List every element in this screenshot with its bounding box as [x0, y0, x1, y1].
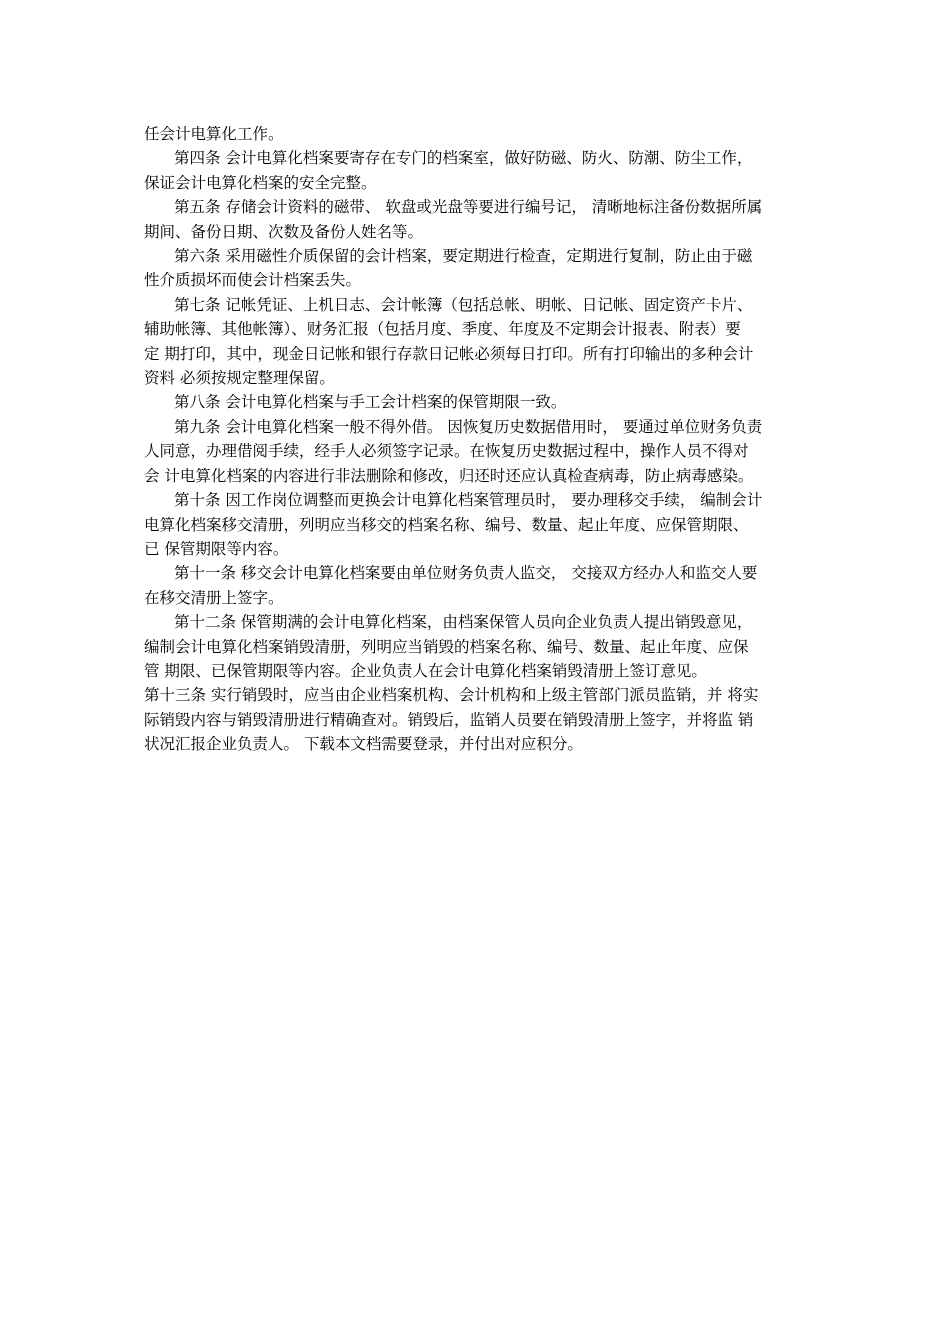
paragraph-article-4: 第四条 会计电算化档案要寄存在专门的档案室，做好防磁、防火、防潮、防尘工作， 保证会计电算化档案的安全完整。	[144, 149, 753, 192]
paragraph-article-6: 第六条 采用磁性介质保留的会计档案，要定期进行检查，定期进行复制，防止由于磁 性介质损坏而使会计档案丢失。	[144, 247, 753, 290]
paragraph-article-7: 第七条 记帐凭证、上机日志、会计帐簿（包括总帐、明帐、日记帐、固定资产卡片、 辅助帐簿、其他帐簿）、财务汇报（包括月度、季度、年度及不定期会计报表、附表）要 定 期打印，其中，现金日记帐和银行存款日记帐必须每日打印。所有打印输出的多种会计 资料 必须按规定整理保留。	[144, 295, 754, 388]
paragraph-article-10: 第十条 因工作岗位调整而更换会计电算化档案管理员时， 要办理移交手续， 编制会计 电算化档案移交清册，列明应当移交的档案名称、编号、数量、起止年度、应保管期限、 已 保管期限等内容。	[144, 491, 763, 558]
paragraph-article-8: 第八条 会计电算化档案与手工会计档案的保管期限一致。	[174, 393, 567, 412]
paragraph-article-11: 第十一条 移交会计电算化档案要由单位财务负责人监交， 交接双方经办人和监交人要 在移交清册上签字。	[144, 564, 758, 607]
document-body	[144, 122, 808, 757]
paragraph-article-5: 第五条 存储会计资料的磁带、 软盘或光盘等要进行编号记， 清晰地标注备份数据所属 期间、备份日期、次数及备份人姓名等。	[144, 198, 763, 241]
paragraph-article-12: 第十二条 保管期满的会计电算化档案，由档案保管人员向企业负责人提出销毁意见， 编制会计电算化档案销毁清册，列明应当销毁的档案名称、编号、数量、起止年度、应保 管 期限、已保管期限等内容。企业负责人在会计电算化档案销毁清册上签订意见。	[144, 613, 753, 680]
paragraph-article-13: 第十三条 实行销毁时，应当由企业档案机构、会计机构和上级主管部门派员监销，并 将实 际销毁内容与销毁清册进行精确查对。销毁后，监销人员要在销毁清册上签字，并将监 销 状况汇报企业负责人。 下载本文档需要登录，并付出对应积分。	[144, 686, 759, 754]
paragraph-continuation: 任会计电算化工作。	[144, 125, 284, 143]
paragraph-article-9: 第九条 会计电算化档案一般不得外借。 因恢复历史数据借用时， 要通过单位财务负责 人同意，办理借阅手续，经手人必须签字记录。在恢复历史数据过程中，操作人员不得对 会 计电算化档案的内容进行非法删除和修改，归还时还应认真检查病毒，防止病毒感染。	[144, 417, 763, 485]
